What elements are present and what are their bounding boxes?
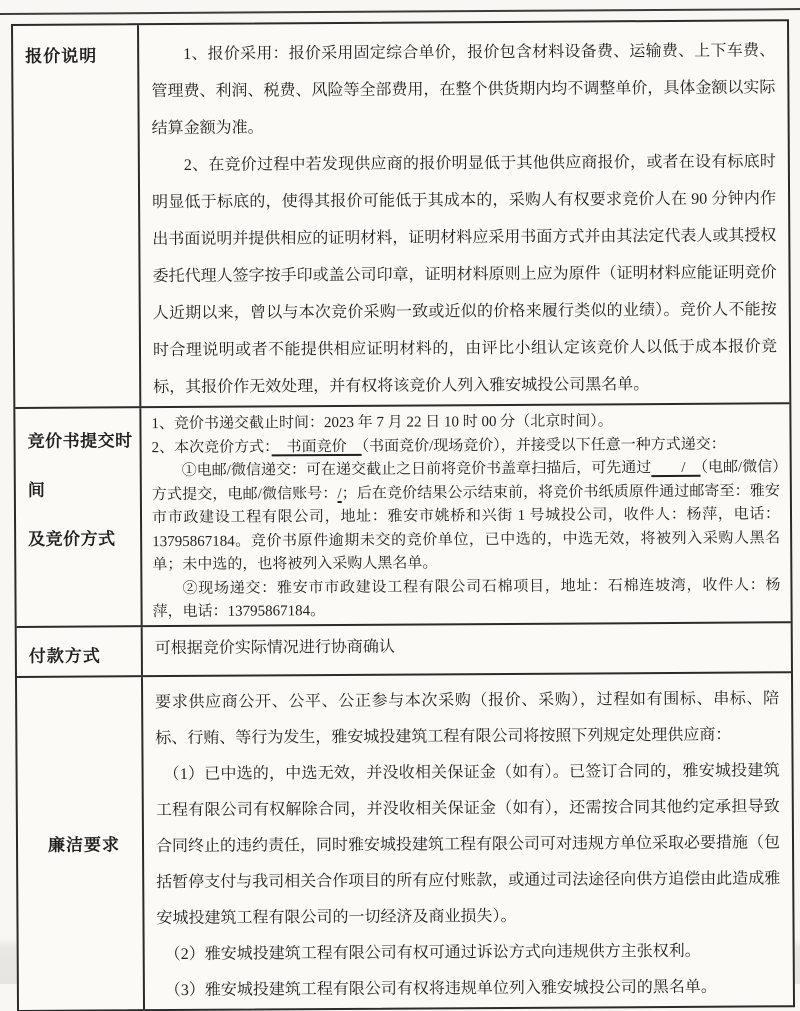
row-label-payment-method xyxy=(17,627,143,676)
row-content-quotation-notes xyxy=(139,21,789,406)
deadline-line: 1、竞价书递交截止时间：2023 年 7 月 22 日 10 时 00 分（北京时间）。 xyxy=(151,413,613,433)
row-label-text: 付款方式 xyxy=(28,645,101,666)
integrity-clause-3: （3）雅安城投建筑工程有限公司有权将违规单位列入雅安城投公司的黑名单。 xyxy=(164,978,717,999)
bid-method-suffix: （书面竞价/现场竞价），并接受以下任意一种方式递交： xyxy=(361,436,726,455)
quotation-clause-2: 2、在竞价过程中若发现供应商的报价明显低于其他供应商报价，或者在设有标底时明显低于标底的，使得其报价可能低于其成本的，采购人有权要求竞价人在 90 分钟内作出书面说明并提供相应的证明材料，证明材料应采用书面方式并由其法定代表人或其授权委托代理人签字按手印或盖公司印章，证明材料原则上应为原件（证明材料应能证明竞价人近期以来，曾以与本次竞价采购一致或近似的价格来履行类似的业绩）。竞价人不能按时合理说明或者不能提供相应证明材料的，由评比小组认定该竞价人以低于成本报价竞标，其报价作无效处理，并有权将该竞价人列入雅安城投公司黑名单。 xyxy=(152,153,778,397)
integrity-intro: 要求供应商公开、公平、公正参与本次采购（报价、采购），过程如有围标、串标、陪标、行贿、等行为发生，雅安城投建筑工程有限公司将按照下列规定处理供应商： xyxy=(155,689,780,747)
option1-account-blank: / xyxy=(337,485,342,502)
row-content-payment-method xyxy=(143,623,791,675)
integrity-clause-1: （1）已中选的，中选无效，并没收相关保证金（如有）。已签订合同的，雅安城投建筑工程有限公司有权解除合同，并没收相关保证金（如有），还需按合同其他约定承担导致合同终止的违约责任，同时雅安城投建筑工程有限公司可对违规方单位采取必要措施（包括暂停支付与我司相关合作项目的所有应付账款，或通过司法途径向供方追偿由此造成雅安城投建筑工程有限公司的一切经济及商业损失）。 xyxy=(155,761,781,927)
row-content-bid-submission xyxy=(141,404,790,624)
table-row-bid-submission xyxy=(15,402,790,625)
quotation-clause-1: 1、报价采用：报价采用固定综合单价，报价包含材料设备费、运输费、上下车费、管理费、利润、税费、风险等全部费用，在整个供货期内均不调整单价，具体金额以实际结算金额为准。 xyxy=(151,42,776,138)
option1-text: （电邮/微信）方式提交，电邮/微信账号： xyxy=(151,459,780,503)
row-label-bid-submission xyxy=(15,408,142,625)
row-label-integrity xyxy=(17,677,145,1010)
row-label-line2: 及竞价方式 xyxy=(28,529,116,549)
row-label-text: 廉洁要求 xyxy=(47,835,121,855)
payment-method-text: 可根据竞价实际情况进行协商确认 xyxy=(154,638,395,657)
row-label-line1: 竞价书提交时间 xyxy=(27,431,133,500)
delivery-option-2: ②现场递交：雅安市市政建设工程有限公司石棉项目，地址：石棉连坡湾，收件人：杨萍，电话：13795867184。 xyxy=(152,576,781,621)
row-content-integrity xyxy=(143,673,793,1009)
row-label-text: 报价说明 xyxy=(25,46,98,66)
option1-text: ；后在竞价结果公示结束前，将竞价书纸质原件通过邮寄至：雅安市市政建设工程有限公司，地址：雅安市姚桥和兴街 1 号城投公司，收件人：杨萍，电话：13795867184。竞价书原件逾期未交的竞价单位，已中选的，中选无效，将被列入采购人黑名单；未中选的，也将被列入采购人黑名单。 xyxy=(151,482,781,574)
integrity-clause-2: （2）雅安城投建筑工程有限公司有权可通过诉讼方式向违规供方主张权利。 xyxy=(164,942,701,963)
row-label-quotation-notes xyxy=(13,25,141,407)
table-row-quotation-notes xyxy=(13,21,789,407)
delivery-option-1 xyxy=(152,456,781,577)
procurement-terms-table xyxy=(11,19,795,1011)
bid-method-prefix: 2、本次竞价方式： xyxy=(151,438,272,456)
option1-blank: / xyxy=(651,459,701,477)
table-row-integrity-requirements xyxy=(17,671,793,1010)
option1-text: ①电邮/微信递交：可在递交截止之日前将竞价书盖章扫描后，可先通过 xyxy=(181,460,652,479)
bid-method-filled-blank: 书面竞价 xyxy=(271,438,362,455)
table-row-payment-method xyxy=(17,621,791,676)
scan-page-edge-line xyxy=(0,8,800,15)
